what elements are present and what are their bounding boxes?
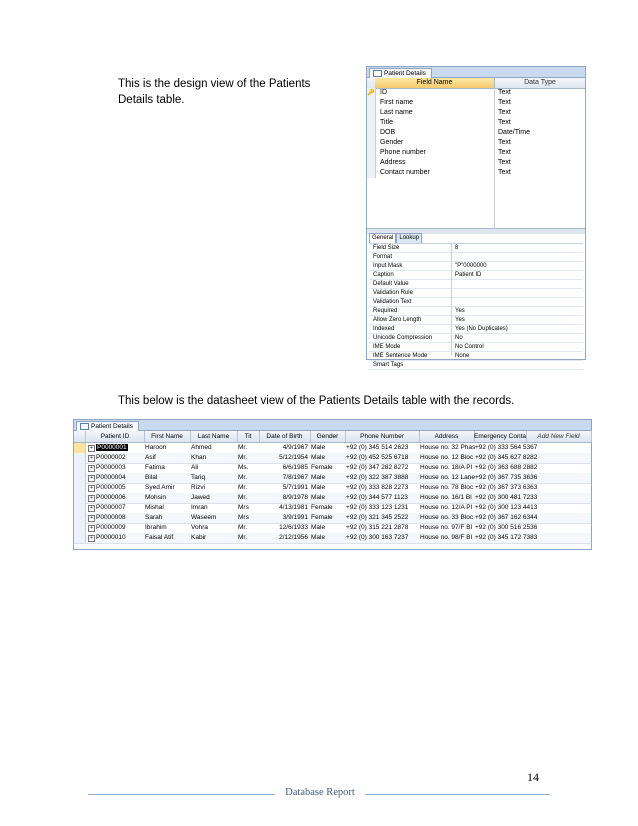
- property-name: Caption: [373, 272, 394, 278]
- table-cell[interactable]: +92 (0) 321 345 2522: [346, 514, 409, 521]
- row-selector[interactable]: [74, 533, 86, 543]
- table-cell[interactable]: +92 (0) 322 387 3888: [346, 474, 409, 481]
- table-icon: [80, 423, 89, 430]
- table-cell[interactable]: Female: [311, 464, 333, 471]
- row-selector[interactable]: [74, 453, 86, 463]
- footer-title: Database Report: [285, 787, 355, 798]
- table-cell[interactable]: Sarah: [145, 514, 163, 521]
- table-cell[interactable]: 4/9/1967: [282, 444, 308, 451]
- footer-rule-right: [365, 794, 550, 795]
- column-header[interactable]: Address: [419, 431, 475, 442]
- table-cell[interactable]: +92 (0) 345 514 2623: [346, 444, 409, 451]
- table-cell[interactable]: +92 (0) 452 525 6718: [346, 454, 409, 461]
- table-cell[interactable]: +92 (0) 345 627 8282: [475, 454, 538, 461]
- table-cell[interactable]: Ibrahim: [145, 524, 167, 531]
- table-cell[interactable]: Bilal: [145, 474, 158, 481]
- row-selector[interactable]: [74, 503, 86, 513]
- table-cell[interactable]: +92 (0) 347 282 8272: [346, 464, 409, 471]
- property-value[interactable]: Yes (No Duplicates): [455, 326, 508, 332]
- table-cell[interactable]: Mr.: [238, 494, 248, 501]
- table-cell[interactable]: P0000009: [96, 524, 126, 531]
- field-name[interactable]: Phone number: [380, 149, 426, 156]
- select-all-checkbox[interactable]: [74, 431, 86, 442]
- field-row[interactable]: [367, 108, 585, 118]
- table-cell[interactable]: Male: [311, 524, 326, 531]
- table-cell[interactable]: Fatima: [145, 464, 165, 471]
- table-cell[interactable]: Mr.: [238, 454, 248, 461]
- column-header[interactable]: Patient ID: [86, 431, 145, 442]
- property-name: Unicode Compression: [373, 335, 433, 341]
- table-cell[interactable]: House no. 32 Phas: [420, 444, 476, 451]
- table-icon: [373, 70, 382, 77]
- table-cell[interactable]: Mohsin: [145, 494, 166, 501]
- row-selector[interactable]: [367, 108, 376, 118]
- table-cell[interactable]: +92 (0) 367 735 3636: [475, 474, 538, 481]
- table-cell[interactable]: Ahmed: [191, 444, 212, 451]
- field-properties: [369, 243, 583, 370]
- property-row: [369, 352, 583, 361]
- expand-icon[interactable]: +: [88, 485, 95, 492]
- row-selector[interactable]: [74, 493, 86, 503]
- table-cell[interactable]: Male: [311, 444, 326, 451]
- table-cell[interactable]: 2/12/1956: [279, 534, 308, 541]
- datasheet-object-tab: Patient Details: [76, 421, 139, 431]
- column-header[interactable]: Tit: [237, 431, 260, 442]
- table-cell[interactable]: Male: [311, 454, 326, 461]
- expand-icon[interactable]: +: [88, 525, 95, 532]
- property-row: [369, 343, 583, 352]
- expand-icon[interactable]: +: [88, 515, 95, 522]
- table-cell[interactable]: P0000007: [96, 504, 126, 511]
- table-cell[interactable]: Ali: [191, 464, 199, 471]
- property-row: [369, 271, 583, 280]
- field-row[interactable]: [367, 138, 585, 148]
- property-row: [369, 244, 583, 253]
- table-cell[interactable]: Waseem: [191, 514, 217, 521]
- design-view-screenshot: [366, 66, 586, 368]
- field-name[interactable]: Contact number: [380, 169, 430, 176]
- property-row: [369, 289, 583, 298]
- property-value[interactable]: Patient ID: [455, 272, 482, 278]
- data-type[interactable]: Text: [498, 89, 511, 96]
- property-row: [369, 307, 583, 316]
- page-number: 14: [527, 770, 539, 784]
- data-type-header: Data Type: [524, 79, 556, 86]
- property-row: [369, 253, 583, 262]
- table-cell[interactable]: P0000002: [96, 454, 126, 461]
- table-cell[interactable]: P0000008: [96, 514, 126, 521]
- field-row[interactable]: [367, 158, 585, 168]
- property-tabs: [369, 233, 422, 243]
- data-type[interactable]: Text: [498, 149, 511, 156]
- property-row: [369, 262, 583, 271]
- column-header[interactable]: First Name: [144, 431, 191, 442]
- row-selector[interactable]: [74, 463, 86, 473]
- data-type[interactable]: Date/Time: [498, 129, 531, 136]
- primary-key-icon[interactable]: 🔑: [367, 90, 375, 96]
- column-header[interactable]: Last Name: [190, 431, 238, 442]
- footer-rule-left: [88, 794, 275, 795]
- property-row: [369, 325, 583, 334]
- data-type[interactable]: Text: [498, 99, 511, 106]
- field-row[interactable]: [367, 128, 585, 138]
- table-cell[interactable]: +92 (0) 367 373 6363: [475, 484, 538, 491]
- row-selector[interactable]: [74, 513, 86, 523]
- table-cell[interactable]: 12/6/1933: [279, 524, 308, 531]
- row-selector[interactable]: [74, 443, 86, 453]
- table-cell[interactable]: +92 (0) 300 516 2536: [475, 524, 538, 531]
- field-name[interactable]: Title: [380, 119, 393, 126]
- expand-icon[interactable]: +: [88, 495, 95, 502]
- expand-icon[interactable]: +: [88, 535, 95, 542]
- table-cell[interactable]: +92 (0) 333 828 2273: [346, 484, 409, 491]
- field-row[interactable]: [367, 98, 585, 108]
- table-cell[interactable]: Mrs: [238, 504, 249, 511]
- table-cell[interactable]: +92 (0) 333 564 5367: [475, 444, 538, 451]
- table-cell[interactable]: +92 (0) 300 123 4413: [475, 504, 538, 511]
- table-cell[interactable]: House no. 18/A Pl: [420, 464, 473, 471]
- table-cell[interactable]: Male: [311, 474, 326, 481]
- expand-icon[interactable]: +: [88, 465, 95, 472]
- table-cell[interactable]: Jawed: [191, 494, 210, 501]
- property-row: [369, 361, 583, 370]
- table-cell[interactable]: Syed Amir: [145, 484, 175, 491]
- table-cell[interactable]: P0000003: [96, 464, 126, 471]
- expand-icon[interactable]: +: [88, 505, 95, 512]
- property-row: [369, 334, 583, 343]
- table-cell[interactable]: 3/9/1991: [282, 514, 308, 521]
- table-cell[interactable]: +92 (0) 363 688 2882: [475, 464, 538, 471]
- property-name: Smart Tags: [373, 362, 404, 368]
- table-cell[interactable]: +92 (0) 300 481 7233: [475, 494, 538, 501]
- table-cell[interactable]: +92 (0) 367 162 6344: [475, 514, 538, 521]
- table-cell[interactable]: [95, 443, 144, 453]
- field-name[interactable]: First name: [380, 99, 414, 106]
- field-name[interactable]: ID: [380, 89, 387, 96]
- data-type[interactable]: Text: [498, 159, 511, 166]
- table-cell[interactable]: +92 (0) 300 163 7237: [346, 534, 409, 541]
- table-cell[interactable]: 8/9/1978: [282, 494, 308, 501]
- table-cell[interactable]: House no. 98/F Bl: [420, 534, 473, 541]
- row-selector[interactable]: [367, 138, 376, 148]
- property-row: [369, 298, 583, 307]
- table-cell[interactable]: Rizvi: [191, 484, 206, 491]
- property-name: Format: [373, 254, 393, 260]
- table-cell[interactable]: Mr.: [238, 444, 248, 451]
- table-cell[interactable]: +92 (0) 315 221 2878: [346, 524, 409, 531]
- property-name: Indexed: [373, 326, 395, 332]
- field-row[interactable]: [367, 148, 585, 158]
- property-row: [369, 316, 583, 325]
- table-cell[interactable]: Kabir: [191, 534, 207, 541]
- property-value[interactable]: Yes: [455, 317, 465, 323]
- property-name: IME Sentence Mode: [373, 353, 428, 359]
- data-type[interactable]: Text: [498, 139, 511, 146]
- datasheet-view-caption: This below is the datasheet view of the Patients Details table with the records.: [118, 395, 515, 407]
- table-cell[interactable]: Ms.: [238, 464, 249, 471]
- table-cell[interactable]: Haroon: [145, 444, 167, 451]
- row-selector[interactable]: [367, 118, 376, 128]
- row-selector[interactable]: [367, 168, 376, 178]
- row-selector[interactable]: [367, 158, 376, 168]
- datasheet-view-screenshot: [73, 419, 592, 550]
- table-cell[interactable]: Mr.: [238, 524, 248, 531]
- property-row: [369, 280, 583, 289]
- table-cell[interactable]: P0000004: [96, 474, 126, 481]
- table-cell[interactable]: Mrs: [238, 514, 249, 521]
- row-selector[interactable]: [367, 128, 376, 138]
- table-cell[interactable]: Mr.: [238, 474, 248, 481]
- table-cell[interactable]: 7/8/1967: [282, 474, 308, 481]
- field-name[interactable]: Last name: [380, 109, 413, 116]
- selected-cell-text[interactable]: P0000001: [97, 444, 127, 451]
- design-object-tab: Patient Details: [369, 68, 432, 78]
- table-cell[interactable]: Faisal Atif: [145, 534, 174, 541]
- expand-icon[interactable]: +: [88, 455, 95, 462]
- property-name: Required: [373, 308, 398, 314]
- table-cell[interactable]: Male: [311, 534, 326, 541]
- property-name: Input Mask: [373, 263, 403, 269]
- table-cell[interactable]: Male: [311, 484, 326, 491]
- table-cell[interactable]: Imran: [191, 504, 208, 511]
- table-cell[interactable]: +92 (0) 345 172 7383: [475, 534, 538, 541]
- table-cell[interactable]: House no. 16/1 Bl: [420, 494, 472, 501]
- table-cell[interactable]: House no. 12/A Pl: [420, 504, 473, 511]
- table-cell[interactable]: +92 (0) 344 577 1123: [346, 494, 408, 501]
- table-row[interactable]: [74, 533, 591, 544]
- table-cell[interactable]: P0000006: [96, 494, 126, 501]
- field-row[interactable]: [367, 168, 585, 178]
- table-cell[interactable]: Tariq: [191, 474, 206, 481]
- row-selector[interactable]: [367, 148, 376, 158]
- table-cell[interactable]: +92 (0) 333 123 1231: [346, 504, 409, 511]
- table-cell[interactable]: House no. 33 Bloc: [420, 514, 474, 521]
- property-name: Default Value: [373, 281, 409, 287]
- column-header[interactable]: Emergency Conta: [474, 433, 527, 440]
- property-value[interactable]: "P"0000000: [455, 263, 487, 269]
- table-cell[interactable]: House no. 78 Bloc: [420, 484, 474, 491]
- field-row[interactable]: [367, 118, 585, 128]
- property-name: Validation Text: [373, 299, 412, 305]
- field-grid: [367, 78, 585, 228]
- table-cell[interactable]: 5/7/1991: [282, 484, 308, 491]
- column-header[interactable]: Gender: [310, 431, 346, 442]
- table-cell[interactable]: Mr.: [238, 484, 248, 491]
- data-type[interactable]: Text: [498, 119, 511, 126]
- table-cell[interactable]: Mishal: [145, 504, 164, 511]
- table-cell[interactable]: Vohra: [191, 524, 208, 531]
- property-value[interactable]: None: [455, 353, 470, 359]
- property-value[interactable]: Yes: [455, 308, 465, 314]
- add-new-field-header[interactable]: Add New Field: [526, 431, 592, 442]
- expand-icon[interactable]: +: [88, 445, 95, 452]
- datasheet-header: [74, 431, 591, 443]
- table-cell[interactable]: 6/6/1985: [282, 464, 308, 471]
- table-cell[interactable]: P0000010: [96, 534, 126, 541]
- table-cell[interactable]: P0000005: [96, 484, 126, 491]
- row-selector[interactable]: [74, 523, 86, 533]
- expand-icon[interactable]: +: [88, 475, 95, 482]
- table-cell[interactable]: Male: [311, 494, 326, 501]
- table-cell[interactable]: 5/12/1954: [279, 454, 308, 461]
- property-value[interactable]: No Control: [455, 344, 484, 350]
- table-cell[interactable]: Khan: [191, 454, 207, 461]
- property-name: Field Size: [373, 245, 400, 251]
- table-cell[interactable]: Mr.: [238, 534, 248, 541]
- design-view-caption: This is the design view of the Patients Details table.: [118, 78, 311, 106]
- row-selector[interactable]: [367, 98, 376, 108]
- field-name[interactable]: DOB: [380, 129, 396, 136]
- table-cell[interactable]: Asif: [145, 454, 156, 461]
- column-header[interactable]: Date of Birth: [259, 431, 311, 442]
- property-name: IME Mode: [373, 344, 401, 350]
- row-selector[interactable]: [74, 473, 86, 483]
- row-selector[interactable]: [74, 483, 86, 493]
- table-cell[interactable]: Female: [311, 514, 333, 521]
- property-name: Validation Rule: [373, 290, 413, 296]
- property-name: Allow Zero Length: [373, 317, 422, 323]
- data-type[interactable]: Text: [498, 169, 511, 176]
- column-header[interactable]: Phone Number: [345, 431, 420, 442]
- field-name-header: Field Name: [375, 78, 495, 88]
- property-value[interactable]: 8: [455, 245, 459, 251]
- data-type[interactable]: Text: [498, 109, 511, 116]
- field-name[interactable]: Address: [380, 159, 406, 166]
- page-footer: [0, 787, 638, 801]
- table-cell[interactable]: House no. 12 Bloc: [420, 454, 474, 461]
- table-cell[interactable]: House no. 12 Lane: [420, 474, 475, 481]
- property-tab-general[interactable]: General: [369, 233, 396, 243]
- property-tab-lookup[interactable]: Lookup: [396, 233, 422, 243]
- field-row[interactable]: [367, 88, 585, 98]
- table-cell[interactable]: House no. 97/F Bl: [420, 524, 473, 531]
- field-name[interactable]: Gender: [380, 139, 404, 146]
- property-value[interactable]: No: [455, 335, 463, 341]
- table-cell[interactable]: 4/13/1981: [279, 504, 308, 511]
- table-cell[interactable]: Female: [311, 504, 333, 511]
